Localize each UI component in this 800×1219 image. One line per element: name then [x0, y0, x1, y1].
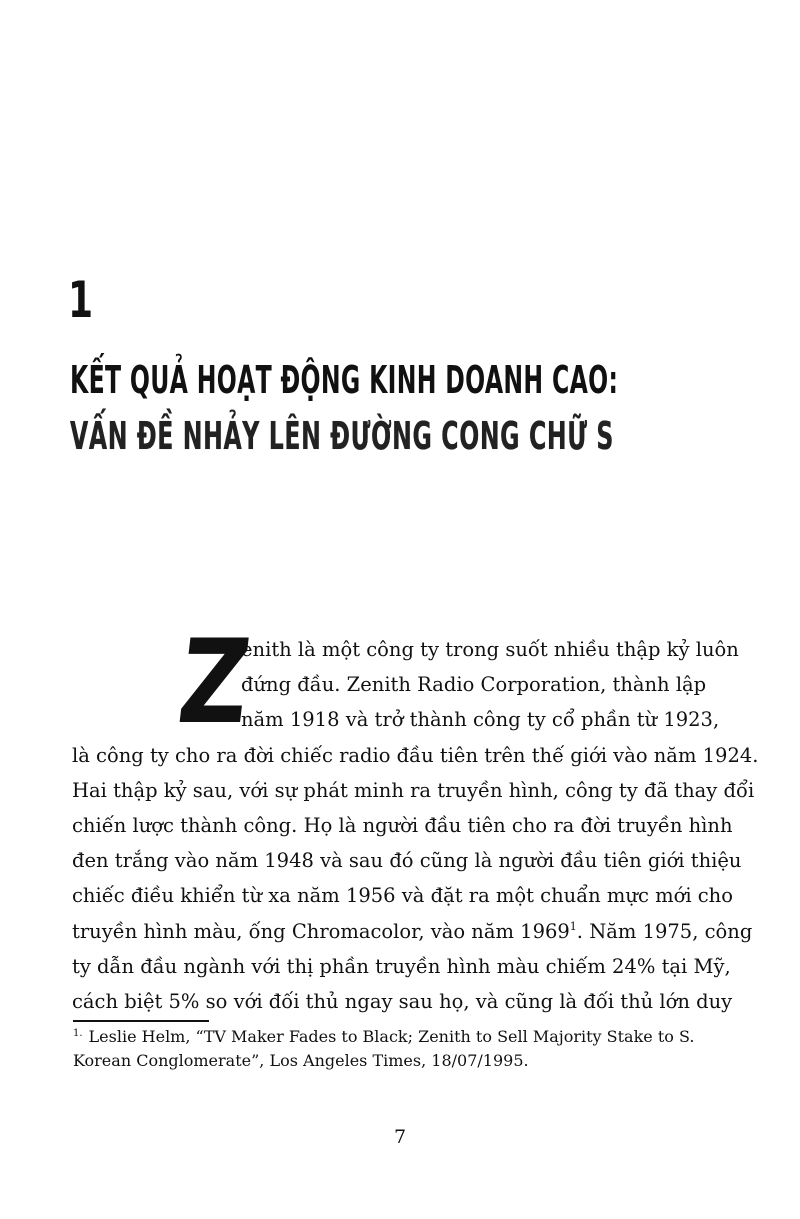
body-line: đứng đầu. Zenith Radio Corporation, thành lập: [241, 673, 707, 697]
body-line: enith là một công ty trong suốt nhiều thập kỷ luôn: [241, 638, 739, 661]
page-number: 7: [393, 1126, 407, 1148]
chapter-title-line-2: VẤN ĐỀ NHẢY LÊN ĐƯỜNG CONG CHỮ S: [70, 414, 614, 458]
body-line: chiến lược thành công. Họ là người đầu tiên cho ra đời truyền hình: [72, 814, 733, 838]
body-line: ty dẫn đầu ngành với thị phần truyền hình màu chiếm 24% tại Mỹ,: [72, 954, 731, 978]
drop-cap: Z: [172, 615, 257, 750]
body-line-text: truyền hình màu, ống Chromacolor, vào năm 1969: [72, 919, 570, 943]
footnote-mark: 1.: [73, 1028, 83, 1039]
footnote: [73, 1025, 723, 1073]
chapter-title: [70, 352, 628, 464]
body-line: chiếc điều khiển từ xa năm 1956 và đặt ra một chuẩn mực mới cho: [72, 884, 733, 908]
chapter-number: 1: [68, 271, 94, 329]
body-line-tail: . Năm 1975, công: [576, 919, 753, 943]
body-line: năm 1918 và trở thành công ty cổ phần từ 1923,: [241, 708, 720, 732]
body-paragraph: [72, 615, 759, 1019]
footnote-reference: 1: [569, 919, 577, 933]
footnote-line-1: [73, 1025, 723, 1049]
body-line: Hai thập kỷ sau, với sự phát minh ra truyền hình, công ty đã thay đổi: [72, 778, 755, 802]
body-line: cách biệt 5% so với đối thủ ngay sau họ, và cũng là đối thủ lớn duy: [72, 990, 733, 1014]
footnote-text: Leslie Helm, “TV Maker Fades to Black; Zenith to Sell Majority Stake to S.: [88, 1027, 695, 1046]
chapter-title-line-1: KẾT QUẢ HOẠT ĐỘNG KINH DOANH CAO:: [70, 358, 619, 402]
footnote-line-2: Korean Conglomerate”, Los Angeles Times, 18/07/1995.: [73, 1051, 529, 1070]
body-line: đen trắng vào năm 1948 và sau đó cũng là người đầu tiên giới thiệu: [72, 849, 742, 873]
footnote-divider: [73, 1020, 209, 1022]
body-line: [72, 914, 753, 949]
body-line: là công ty cho ra đời chiếc radio đầu tiên trên thế giới vào năm 1924.: [72, 743, 759, 767]
